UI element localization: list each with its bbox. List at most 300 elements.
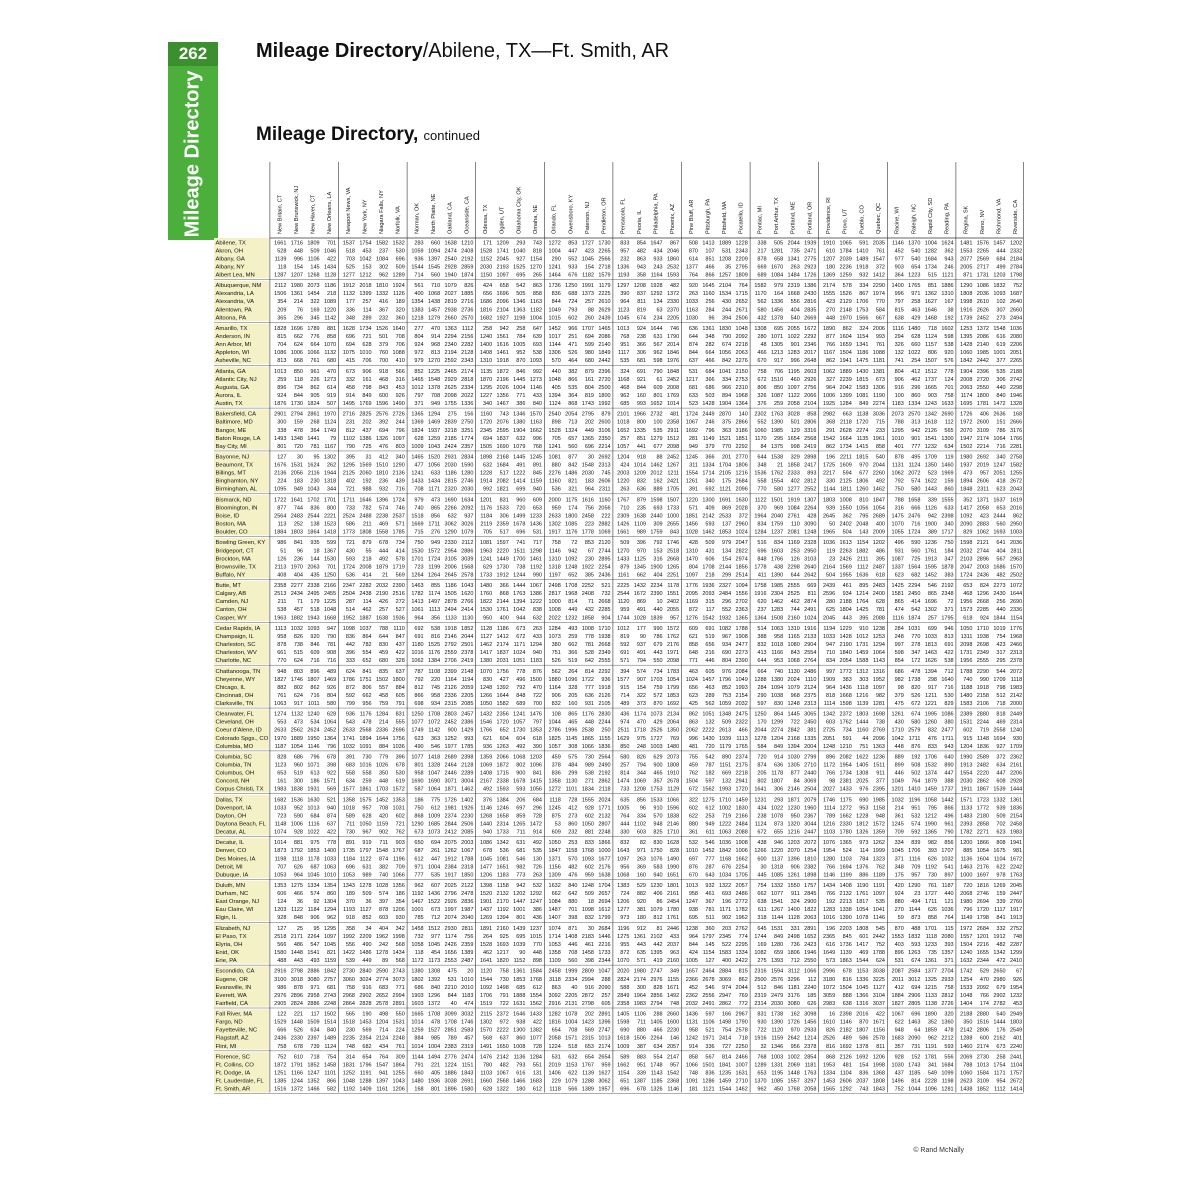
mileage-cell: 1810 bbox=[804, 856, 816, 862]
mileage-cell: 20 bbox=[467, 969, 473, 975]
mileage-cell: 554 bbox=[362, 650, 371, 656]
mileage-cell: 678 bbox=[294, 1044, 303, 1050]
mileage-cell: 1928 bbox=[650, 283, 662, 289]
mileage-cell: 1714 bbox=[702, 471, 714, 477]
mileage-cell: 1010 bbox=[892, 436, 904, 442]
mileage-cell: 2886 bbox=[307, 969, 319, 975]
mileage-cell: 1198 bbox=[275, 856, 287, 862]
mileage-cell: 1072 bbox=[428, 720, 440, 726]
mileage-cell: 1890 bbox=[823, 326, 835, 332]
mileage-cell: 437 bbox=[895, 1071, 904, 1077]
mileage-cell: 1127 bbox=[873, 985, 885, 991]
mileage-cell: 333 bbox=[346, 658, 355, 664]
mileage-cell: 1062 bbox=[977, 530, 989, 536]
mileage-cell: 1014 bbox=[634, 463, 646, 469]
mileage-cell: 1066 bbox=[307, 350, 319, 356]
mileage-cell: 224 bbox=[277, 479, 286, 485]
mileage-cell: 1596 bbox=[376, 401, 388, 407]
mileage-cell: 2230 bbox=[461, 813, 473, 819]
mileage-cell: 1519 bbox=[480, 1001, 492, 1007]
mileage-cell: 880 bbox=[568, 899, 577, 905]
mileage-cell: 263 bbox=[533, 872, 542, 878]
mileage-cell: 153 bbox=[653, 548, 662, 554]
mileage-cell: 1788 bbox=[873, 950, 885, 956]
mileage-cell: 878 bbox=[294, 985, 303, 991]
mileage-cell: 532 bbox=[533, 883, 542, 889]
row-label: Evansville, IN bbox=[216, 985, 252, 991]
mileage-cell: 921 bbox=[637, 377, 646, 383]
mileage-cell: 786 bbox=[996, 428, 1005, 434]
mileage-cell: 1121 bbox=[719, 487, 731, 493]
mileage-cell: 631 bbox=[516, 840, 525, 846]
mileage-cell: 2166 bbox=[736, 813, 748, 819]
mileage-cell: 1932 bbox=[719, 615, 731, 621]
mileage-cell: 2633 bbox=[343, 728, 355, 734]
mileage-cell: 724 bbox=[620, 891, 629, 897]
mileage-cell: 600 bbox=[757, 856, 766, 862]
mileage-cell: 660 bbox=[911, 342, 920, 348]
mileage-cell: 2032 bbox=[686, 1001, 698, 1007]
mileage-cell: 2240 bbox=[804, 985, 816, 991]
mileage-cell: 947 bbox=[327, 626, 336, 632]
mileage-cell: 1710 bbox=[892, 728, 904, 734]
mileage-cell: 1224 bbox=[549, 1044, 561, 1050]
mileage-cell: 803 bbox=[396, 444, 405, 450]
mileage-cell: 1960 bbox=[804, 805, 816, 811]
mileage-cell: 3098 bbox=[804, 1012, 816, 1018]
mileage-cell: 1259 bbox=[428, 436, 440, 442]
mileage-cell: 832 bbox=[928, 728, 937, 734]
mileage-cell: 473 bbox=[294, 720, 303, 726]
mileage-cell: 3112 bbox=[788, 969, 800, 975]
mileage-cell: 601 bbox=[859, 934, 868, 940]
mileage-cell: 734 bbox=[843, 728, 852, 734]
mileage-cell: 1985 bbox=[771, 428, 783, 434]
mileage-cell: 924 bbox=[414, 342, 423, 348]
mileage-cell: 1941 bbox=[1010, 840, 1022, 846]
mileage-cell: 1459 bbox=[925, 787, 937, 793]
mileage-cell: 734 bbox=[653, 669, 662, 675]
mileage-cell: 1290 bbox=[445, 530, 457, 536]
mileage-cell: 723 bbox=[414, 564, 423, 570]
mileage-cell: 394 bbox=[620, 669, 629, 675]
mileage-cell: 472 bbox=[996, 958, 1005, 964]
mileage-cell: 906 bbox=[552, 693, 561, 699]
mileage-cell: 2004 bbox=[804, 744, 816, 750]
mileage-cell: 262 bbox=[327, 463, 336, 469]
mileage-cell: 862 bbox=[826, 358, 835, 364]
mileage-cell: 2600 bbox=[977, 420, 989, 426]
mileage-cell: 1122 bbox=[788, 393, 800, 399]
mileage-cell: 572 bbox=[653, 693, 662, 699]
mileage-cell: 889 bbox=[895, 754, 904, 760]
column-header: Port Arthur, TX bbox=[774, 197, 780, 234]
row-label: Appleton, WI bbox=[216, 350, 250, 356]
mileage-cell: 1006 bbox=[736, 848, 748, 854]
mileage-cell: 2950 bbox=[1010, 522, 1022, 528]
mileage-cell: 948 bbox=[895, 1028, 904, 1034]
mileage-cell: 879 bbox=[362, 540, 371, 546]
mileage-cell: 2610 bbox=[977, 299, 989, 305]
mileage-cell: 1394 bbox=[788, 744, 800, 750]
mileage-cell: 540 bbox=[911, 256, 920, 262]
mileage-cell: 2292 bbox=[736, 444, 748, 450]
mileage-cell: 2318 bbox=[461, 864, 473, 870]
mileage-cell: 1847 bbox=[549, 848, 561, 854]
mileage-cell: 770 bbox=[876, 299, 885, 305]
mileage-cell: 1197 bbox=[549, 572, 561, 578]
row-label: Flagstaff, AZ bbox=[216, 1036, 249, 1042]
mileage-cell: 716 bbox=[911, 522, 920, 528]
mileage-cell: 842 bbox=[568, 463, 577, 469]
mileage-cell: 919 bbox=[327, 393, 336, 399]
mileage-cell: 1512 bbox=[667, 436, 679, 442]
mileage-cell: 214 bbox=[895, 805, 904, 811]
mileage-cell: 295 bbox=[996, 658, 1005, 664]
mileage-cell: 2081 bbox=[788, 530, 800, 536]
mileage-cell: 1206 bbox=[617, 899, 629, 905]
mileage-cell: 1910 bbox=[823, 240, 835, 246]
mileage-cell: 639 bbox=[533, 334, 542, 340]
mileage-cell: 1801 bbox=[667, 883, 679, 889]
mileage-cell: 761 bbox=[928, 883, 937, 889]
mileage-cell: 624 bbox=[294, 658, 303, 664]
mileage-cell: 1506 bbox=[634, 1036, 646, 1042]
row-label: Bangor, ME bbox=[216, 428, 247, 434]
mileage-cell: 748 bbox=[1013, 934, 1022, 940]
mileage-cell: 580 bbox=[757, 307, 766, 313]
mileage-cell: 2424 bbox=[445, 444, 457, 450]
mileage-cell: 2244 bbox=[977, 720, 989, 726]
mileage-cell: 1190 bbox=[873, 393, 885, 399]
mileage-cell: 1067 bbox=[892, 1012, 904, 1018]
mileage-cell: 962 bbox=[620, 393, 629, 399]
mileage-cell: 790 bbox=[653, 369, 662, 375]
mileage-cell: 2669 bbox=[804, 315, 816, 321]
mileage-cell: 3176 bbox=[788, 993, 800, 999]
mileage-cell: 469 bbox=[379, 522, 388, 528]
mileage-cell: 523 bbox=[928, 471, 937, 477]
mileage-cell: 762 bbox=[689, 771, 698, 777]
mileage-cell: 781 bbox=[327, 642, 336, 648]
mileage-cell: 715 bbox=[414, 530, 423, 536]
mileage-cell: 2487 bbox=[873, 564, 885, 570]
mileage-cell: 502 bbox=[911, 771, 920, 777]
mileage-cell: 778 bbox=[585, 634, 594, 640]
mileage-cell: 1452 bbox=[702, 848, 714, 854]
mileage-cell: 843 bbox=[670, 530, 679, 536]
mileage-cell: 1018 bbox=[771, 642, 783, 648]
mileage-cell: 781 bbox=[585, 642, 594, 648]
mileage-cell: 1004 bbox=[530, 315, 542, 321]
mileage-cell: 1230 bbox=[788, 805, 800, 811]
mileage-cell: 2474 bbox=[461, 1054, 473, 1060]
row-label: Elizabeth, NJ bbox=[216, 926, 251, 932]
mileage-cell: 1803 bbox=[823, 497, 835, 503]
mileage-cell: 209 bbox=[277, 307, 286, 313]
mileage-cell: 761 bbox=[876, 248, 885, 254]
mileage-cell: 366 bbox=[637, 342, 646, 348]
mileage-cell: 1284 bbox=[840, 401, 852, 407]
mileage-cell: 1152 bbox=[514, 958, 526, 964]
mileage-cell: 1248 bbox=[823, 744, 835, 750]
column-header: Raleigh, NC bbox=[911, 204, 917, 234]
mileage-cell: 270 bbox=[895, 907, 904, 913]
mileage-cell: 377 bbox=[876, 779, 885, 785]
mileage-cell: 955 bbox=[620, 942, 629, 948]
mileage-cell: 1753 bbox=[856, 307, 868, 313]
mileage-cell: 2009 bbox=[873, 530, 885, 536]
mileage-cell: 580 bbox=[774, 487, 783, 493]
mileage-cell: 144 bbox=[310, 556, 319, 562]
mileage-cell: 230 bbox=[346, 1028, 355, 1034]
mileage-cell: 878 bbox=[379, 907, 388, 913]
mileage-cell: 960 bbox=[516, 497, 525, 503]
mileage-cell: 1730 bbox=[291, 401, 303, 407]
mileage-cell: 44 bbox=[862, 736, 868, 742]
mileage-cell: 958 bbox=[414, 771, 423, 777]
mileage-cell: 235 bbox=[637, 505, 646, 511]
mileage-cell: 1520 bbox=[428, 455, 440, 461]
mileage-cell: 538 bbox=[533, 350, 542, 356]
mileage-cell: 433 bbox=[670, 934, 679, 940]
mileage-cell: 114 bbox=[363, 307, 372, 313]
row-label: Abilene, TX bbox=[216, 240, 246, 246]
mileage-cell: 317 bbox=[996, 650, 1005, 656]
mileage-cell: 1704 bbox=[719, 463, 731, 469]
mileage-cell: 400 bbox=[414, 291, 423, 297]
mileage-cell: 1069 bbox=[480, 763, 492, 769]
mileage-cell: 1683 bbox=[530, 1079, 542, 1085]
mileage-cell: 970 bbox=[859, 463, 868, 469]
mileage-cell: 1004 bbox=[549, 248, 561, 254]
mileage-cell: 1112 bbox=[462, 326, 473, 332]
mileage-cell: 578 bbox=[843, 283, 852, 289]
mileage-cell: 942 bbox=[516, 883, 525, 889]
mileage-cell: 2176 bbox=[598, 864, 610, 870]
mileage-cell: 449 bbox=[362, 958, 371, 964]
mileage-cell: 2555 bbox=[977, 658, 989, 664]
mileage-cell: 1824 bbox=[307, 401, 319, 407]
mileage-cell: 1253 bbox=[960, 326, 972, 332]
mileage-cell: 1024 bbox=[513, 650, 525, 656]
mileage-cell: 1054 bbox=[291, 744, 303, 750]
mileage-cell: 1985 bbox=[977, 350, 989, 356]
mileage-cell: 549 bbox=[928, 1071, 937, 1077]
mileage-cell: 2000 bbox=[1010, 701, 1022, 707]
mileage-cell: 492 bbox=[483, 787, 492, 793]
mileage-cell: 143 bbox=[859, 530, 868, 536]
mileage-cell: 1846 bbox=[667, 350, 679, 356]
mileage-cell: 622 bbox=[568, 1071, 577, 1077]
mileage-cell: 3024 bbox=[359, 977, 371, 983]
mileage-cell: 967 bbox=[722, 634, 731, 640]
mileage-cell: 1808 bbox=[359, 530, 371, 536]
mileage-cell: 2054 bbox=[565, 412, 577, 418]
mileage-cell: 1436 bbox=[840, 685, 852, 691]
mileage-cell: 476 bbox=[379, 444, 388, 450]
mileage-cell: 96 bbox=[708, 315, 714, 321]
mileage-cell: 764 bbox=[379, 1054, 388, 1060]
mileage-cell: 469 bbox=[996, 720, 1005, 726]
mileage-cell: 862 bbox=[826, 444, 835, 450]
mileage-cell: 372 bbox=[739, 513, 748, 519]
mileage-cell: 371 bbox=[944, 607, 953, 613]
mileage-cell: 1670 bbox=[771, 264, 783, 270]
mileage-cell: 2442 bbox=[977, 358, 989, 364]
mileage-cell: 571 bbox=[637, 958, 646, 964]
mileage-cell: 2684 bbox=[598, 926, 610, 932]
mileage-cell: 10 bbox=[656, 599, 662, 605]
mileage-cell: 521 bbox=[705, 1028, 714, 1034]
mileage-cell: 896 bbox=[310, 669, 319, 675]
mileage-cell: 707 bbox=[277, 864, 286, 870]
mileage-cell: 738 bbox=[516, 564, 525, 570]
mileage-cell: 728 bbox=[533, 813, 542, 819]
mileage-cell: 1041 bbox=[873, 907, 885, 913]
mileage-cell: 2544 bbox=[307, 513, 319, 519]
mileage-cell: 3004 bbox=[461, 779, 473, 785]
mileage-cell: 836 bbox=[552, 771, 561, 777]
mileage-cell: 1803 bbox=[291, 530, 303, 536]
mileage-cell: 2216 bbox=[598, 942, 610, 948]
mileage-cell: 669 bbox=[722, 771, 731, 777]
mileage-cell: 2126 bbox=[598, 693, 610, 699]
mileage-cell: 1036 bbox=[941, 907, 953, 913]
mileage-cell: 521 bbox=[601, 583, 610, 589]
mileage-cell: 670 bbox=[757, 358, 766, 364]
mileage-cell: 2926 bbox=[445, 899, 457, 905]
mileage-cell: 710 bbox=[826, 650, 835, 656]
mileage-cell: 1038 bbox=[771, 693, 783, 699]
mileage-cell: 1407 bbox=[549, 915, 561, 921]
mileage-cell: 2549 bbox=[1010, 1028, 1022, 1034]
mileage-cell: 71 bbox=[588, 599, 594, 605]
mileage-cell: 1336 bbox=[771, 299, 783, 305]
mileage-cell: 2398 bbox=[461, 754, 473, 760]
mileage-cell: 770 bbox=[757, 487, 766, 493]
mileage-cell: 2806 bbox=[804, 420, 816, 426]
mileage-cell: 637 bbox=[396, 669, 405, 675]
mileage-cell: 974 bbox=[620, 720, 629, 726]
mileage-cell: 551 bbox=[533, 1062, 542, 1068]
mileage-cell: 1143 bbox=[651, 1071, 663, 1077]
mileage-cell: 962 bbox=[928, 1036, 937, 1042]
mileage-cell: 812 bbox=[346, 428, 355, 434]
row-label: Columbia, MO bbox=[216, 744, 254, 750]
mileage-cell: 1486 bbox=[359, 950, 371, 956]
mileage-cell: 2168 bbox=[497, 455, 509, 461]
mileage-cell: 1043 bbox=[393, 1079, 405, 1085]
mileage-cell: 733 bbox=[346, 505, 355, 511]
mileage-cell: 1042 bbox=[359, 256, 371, 262]
mileage-cell: 603 bbox=[379, 915, 388, 921]
mileage-cell: 1072 bbox=[823, 985, 835, 991]
mileage-cell: 566 bbox=[396, 369, 405, 375]
mileage-cell: 2000 bbox=[549, 497, 561, 503]
mileage-cell: 2372 bbox=[840, 712, 852, 718]
mileage-cell: 597 bbox=[705, 779, 714, 785]
mileage-cell: 1368 bbox=[873, 1071, 885, 1077]
mileage-cell: 1749 bbox=[324, 428, 336, 434]
mileage-cell: 602 bbox=[963, 728, 972, 734]
row-label: El Paso, TX bbox=[216, 934, 247, 940]
mileage-cell: 958 bbox=[689, 1028, 698, 1034]
mileage-cell: 409 bbox=[705, 505, 714, 511]
mileage-cell: 1047 bbox=[428, 771, 440, 777]
mileage-cell: 800 bbox=[327, 505, 336, 511]
mileage-cell: 1980 bbox=[960, 899, 972, 905]
mileage-cell: 1373 bbox=[582, 291, 594, 297]
mileage-cell: 610 bbox=[294, 1054, 303, 1060]
mileage-cell: 1255 bbox=[393, 1071, 405, 1077]
mileage-cell: 2168 bbox=[788, 736, 800, 742]
mileage-cell: 482 bbox=[670, 283, 679, 289]
mileage-cell: 536 bbox=[346, 572, 355, 578]
mileage-cell: 531 bbox=[722, 248, 731, 254]
mileage-cell: 1332 bbox=[771, 883, 783, 889]
mileage-cell: 927 bbox=[516, 256, 525, 262]
mileage-cell: 797 bbox=[533, 720, 542, 726]
mileage-cell: 1393 bbox=[771, 958, 783, 964]
mileage-cell: 2576 bbox=[771, 977, 783, 983]
mileage-cell: 708 bbox=[414, 487, 423, 493]
mileage-cell: 2252 bbox=[582, 583, 594, 589]
mileage-cell: 307 bbox=[996, 307, 1005, 313]
mileage-cell: 190 bbox=[362, 1012, 371, 1018]
mileage-cell: 2170 bbox=[497, 899, 509, 905]
mileage-cell: 124 bbox=[944, 377, 953, 383]
mileage-cell: 1050 bbox=[960, 626, 972, 632]
mileage-cell: 1723 bbox=[977, 797, 989, 803]
mileage-cell: 466 bbox=[705, 358, 714, 364]
mileage-cell: 811 bbox=[637, 299, 646, 305]
mileage-cell: 475 bbox=[895, 701, 904, 707]
mileage-cell: 978 bbox=[996, 872, 1005, 878]
mileage-cell: 1032 bbox=[892, 797, 904, 803]
mileage-cell: 1757 bbox=[804, 883, 816, 889]
mileage-cell: 1097 bbox=[497, 272, 509, 278]
mileage-cell: 1174 bbox=[428, 591, 440, 597]
mileage-cell: 1914 bbox=[480, 479, 492, 485]
mileage-cell: 2750 bbox=[461, 420, 473, 426]
mileage-cell: 804 bbox=[327, 693, 336, 699]
mileage-cell: 1390 bbox=[771, 420, 783, 426]
mileage-cell: 1156 bbox=[873, 1028, 885, 1034]
mileage-cell: 1771 bbox=[598, 805, 610, 811]
mileage-cell: 681 bbox=[637, 358, 646, 364]
mileage-cell: 299 bbox=[722, 572, 731, 578]
row-label: Des Moines, IA bbox=[216, 856, 256, 862]
mileage-cell: 1436 bbox=[686, 1012, 698, 1018]
mileage-cell: 2362 bbox=[686, 993, 698, 999]
mileage-cell: 1104 bbox=[1010, 1062, 1022, 1068]
mileage-cell: 1432 bbox=[634, 583, 646, 589]
mileage-cell: 761 bbox=[396, 1044, 405, 1050]
mileage-cell: 2895 bbox=[598, 556, 610, 562]
mileage-cell: 1525 bbox=[513, 264, 525, 270]
mileage-cell: 220 bbox=[431, 677, 440, 683]
mileage-cell: 2514 bbox=[736, 572, 748, 578]
mileage-cell: 160 bbox=[568, 701, 577, 707]
mileage-cell: 1761 bbox=[667, 915, 679, 921]
mileage-cell: 2906 bbox=[908, 993, 920, 999]
mileage-cell: 32 bbox=[760, 1044, 766, 1050]
mileage-cell: 1582 bbox=[754, 283, 766, 289]
mileage-cell: 725 bbox=[911, 556, 920, 562]
mileage-cell: 2131 bbox=[565, 1001, 577, 1007]
mileage-cell: 758 bbox=[500, 969, 509, 975]
